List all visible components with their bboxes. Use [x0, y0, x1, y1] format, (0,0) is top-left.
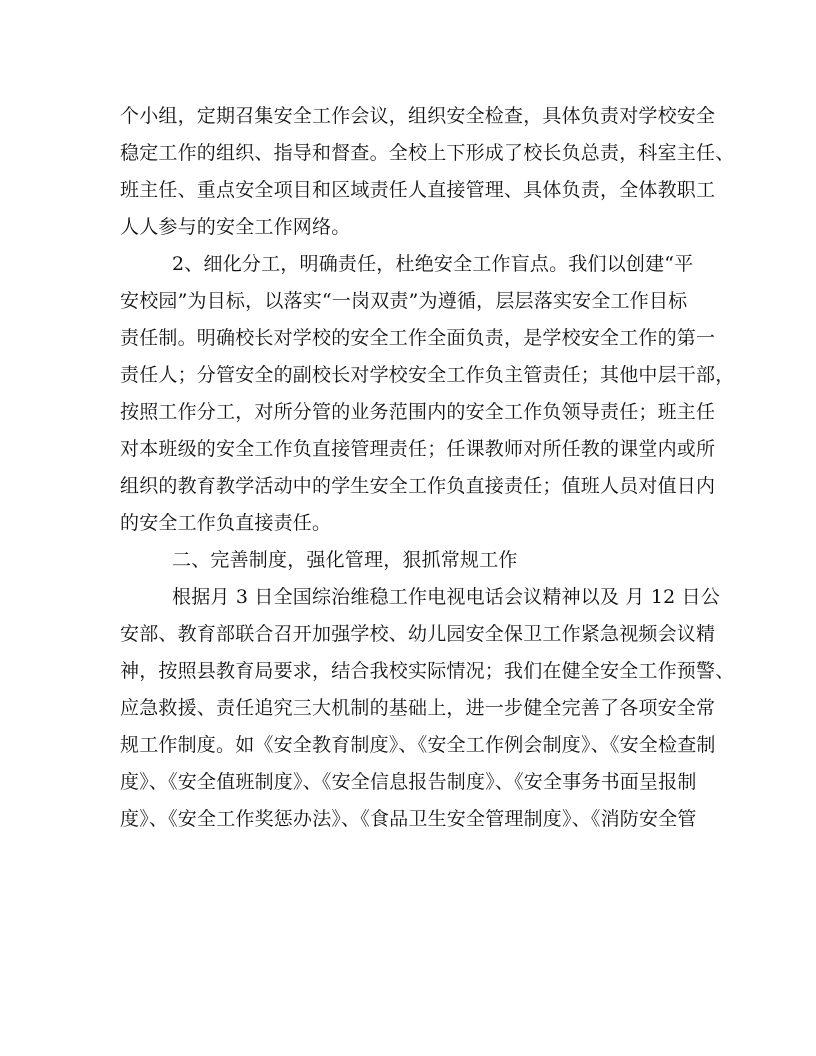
text-line: 按照工作分工，对所分管的业务范围内的安全工作负领导责任；班主任	[120, 401, 716, 423]
text-line: 责任制。明确校长对学校的安全工作全面负责，是学校安全工作的第一	[120, 327, 716, 349]
text-line: 稳定工作的组织、指导和督查。全校上下形成了校长负总责，科室主任、	[120, 142, 735, 164]
text-line: 度》、《安全值班制度》、《安全信息报告制度》、《安全事务书面呈报制	[120, 771, 697, 793]
text-line: 安校园”为目标，以落实“一岗双责”为遵循，层层落实安全工作目标	[120, 290, 688, 312]
text-line: 安部、教育部联合召开加强学校、幼儿园安全保卫工作紧急视频会议精	[120, 623, 716, 645]
text-line: 应急救援、责任追究三大机制的基础上，进一步健全完善了各项安全常	[120, 697, 716, 719]
text-line: 度》、《安全工作奖惩办法》、《食品卫生安全管理制度》、《消防安全管	[120, 808, 697, 830]
text-line: 的安全工作负直接责任。	[120, 512, 332, 534]
text-line: 对本班级的安全工作负直接管理责任；任课教师对所任教的课堂内或所	[120, 438, 716, 460]
text-line: 班主任、重点安全项目和区域责任人直接管理、具体负责，全体教职工	[120, 179, 716, 201]
section-heading: 二、完善制度，强化管理，狠抓常规工作	[172, 549, 518, 571]
document-body	[120, 98, 735, 838]
text-line: 人人参与的安全工作网络。	[120, 216, 351, 238]
text-line: 规工作制度。如《安全教育制度》、《安全工作例会制度》、《安全检查制	[120, 734, 716, 756]
text-line: 根据月 3 日全国综治维稳工作电视电话会议精神以及 月 12 日公	[172, 586, 721, 608]
text-line: 2、细化分工，明确责任，杜绝安全工作盲点。我们以创建“平	[172, 253, 694, 275]
text-line: 责任人；分管安全的副校长对学校安全工作负主管责任；其他中层干部，	[120, 364, 735, 386]
text-line: 神，按照县教育局要求，结合我校实际情况；我们在健全安全工作预警、	[120, 660, 735, 682]
text-line: 组织的教育教学活动中的学生安全工作负直接责任；值班人员对值日内	[120, 475, 716, 497]
text-line: 个小组，定期召集安全工作会议，组织安全检查，具体负责对学校安全	[120, 105, 716, 127]
